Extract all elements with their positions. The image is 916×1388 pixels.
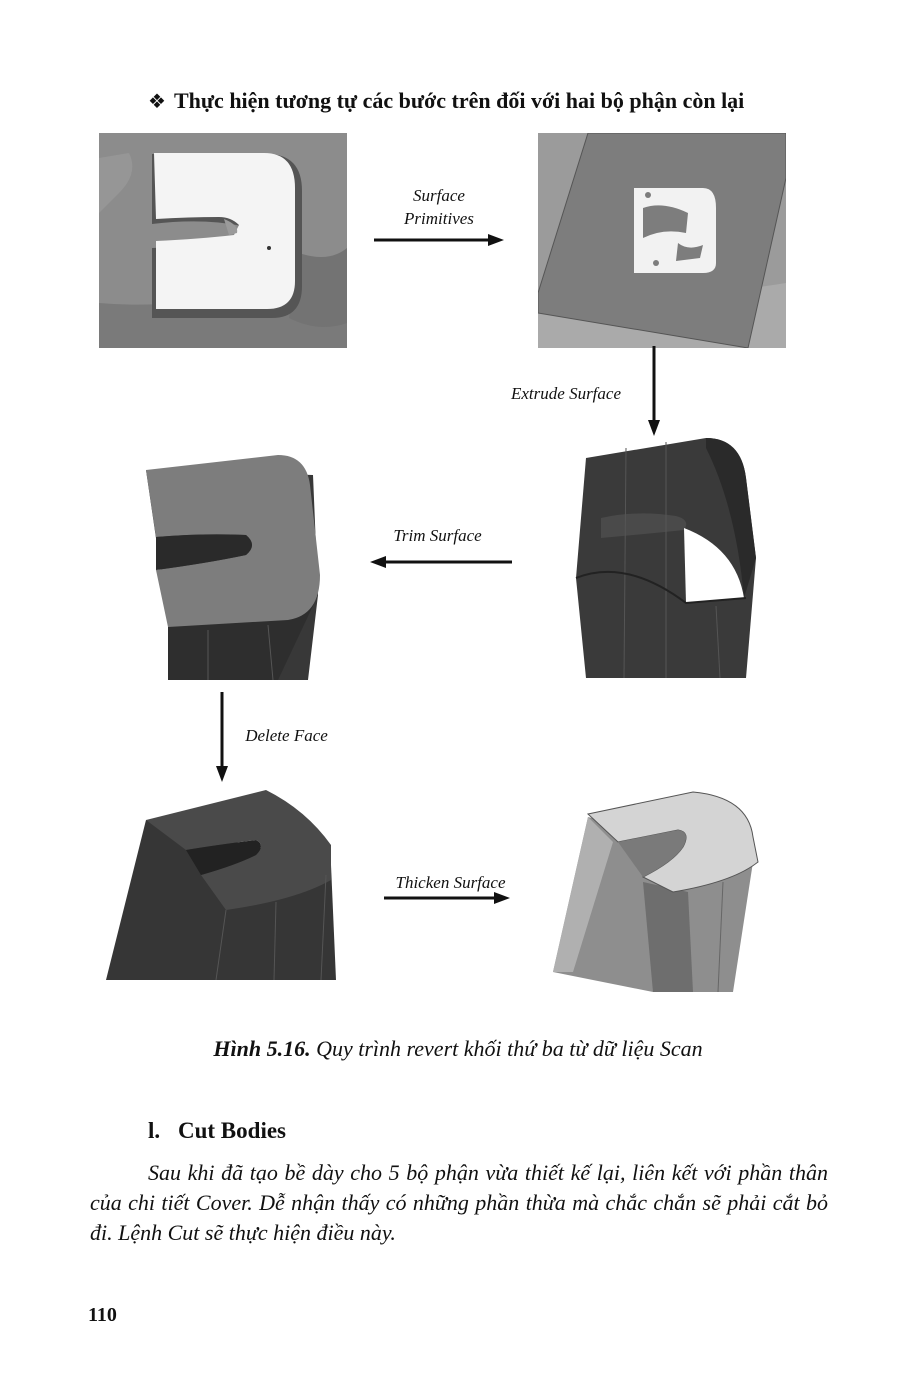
figure-caption <box>0 1036 916 1062</box>
surface-primitives-image <box>538 133 786 348</box>
step-label-line-2: Primitives <box>404 209 474 228</box>
arrow-right-icon <box>374 232 506 248</box>
step-label-delete-face: Delete Face <box>245 726 328 745</box>
arrow-right-icon <box>384 890 512 906</box>
figure-caption-label: Hình 5.16. <box>213 1036 311 1061</box>
body-paragraph <box>90 1158 828 1248</box>
arrow-left-icon <box>368 554 512 570</box>
body-paragraph-text: Sau khi đã tạo bề dày cho 5 bộ phận vừa thiết kế lại, liên kết với phần thân của chi tiết Cover. Dễ nhận thấy có những phần thừa mà chắc chắn sẽ phải cắt bỏ đi. Lệnh Cut sẽ thực hiện điều này. <box>90 1160 828 1245</box>
diamond-bullet-icon: ❖ <box>148 89 166 113</box>
section-heading <box>148 88 744 114</box>
arrow-down-icon <box>214 692 230 784</box>
figure-caption-text: Quy trình revert khối thứ ba từ dữ liệu Scan <box>316 1036 703 1061</box>
subsection-number: l. <box>148 1118 161 1143</box>
arrow-down-icon <box>646 346 662 438</box>
extrude-surface-image <box>566 438 766 678</box>
thicken-surface-image <box>553 782 763 992</box>
step-label-surface-primitives <box>384 184 494 230</box>
step-label-line-1: Surface <box>413 186 465 205</box>
trim-surface-image <box>128 455 328 680</box>
subsection-heading <box>148 1118 286 1144</box>
subsection-title: Cut Bodies <box>178 1118 286 1143</box>
delete-face-image <box>106 790 336 980</box>
step-label-thicken-surface: Thicken Surface <box>395 873 506 892</box>
page-number: 110 <box>88 1304 117 1326</box>
step-label-trim-surface: Trim Surface <box>393 526 482 545</box>
step-label-extrude-surface: Extrude Surface <box>511 384 621 403</box>
scan-data-image <box>99 133 347 348</box>
heading-text: Thực hiện tương tự các bước trên đối với hai bộ phận còn lại <box>173 88 745 113</box>
